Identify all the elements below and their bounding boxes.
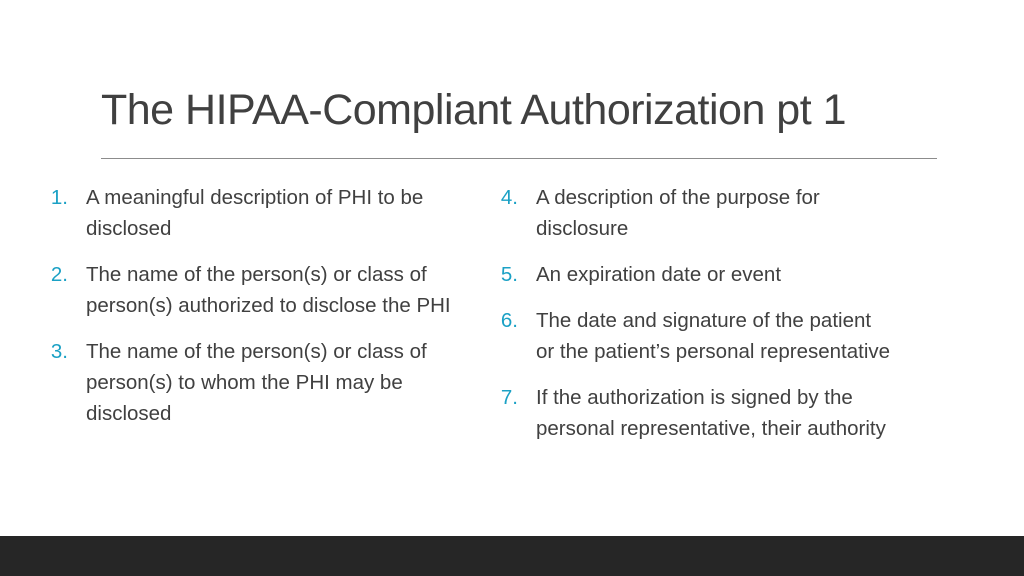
left-numbered-list [40, 182, 500, 444]
list-item-text: An expiration date or event [536, 263, 782, 286]
list-item-4 [490, 182, 970, 244]
list-item-2 [40, 259, 500, 321]
right-numbered-list [490, 182, 970, 459]
list-item-text: If the authorization is signed by the personal representative, their authority [536, 386, 886, 440]
list-item-6 [490, 305, 970, 367]
list-number: 1. [50, 186, 68, 209]
list-item-text: A meaningful description of PHI to be disclosed [86, 186, 424, 240]
title-divider [101, 158, 937, 159]
list-item-text: The name of the person(s) or class of person(s) to whom the PHI may be disclosed [86, 340, 427, 425]
list-number: 4. [500, 186, 518, 209]
list-item-text: A description of the purpose for disclosure [536, 186, 820, 240]
list-item-7 [490, 382, 970, 444]
list-number: 2. [50, 263, 68, 286]
list-item-5 [490, 259, 970, 290]
slide-title: The HIPAA-Compliant Authorization pt 1 [101, 86, 847, 134]
list-number: 7. [500, 386, 518, 409]
list-item-text: The date and signature of the patient or the patient’s personal representative [536, 309, 891, 363]
list-item-1 [40, 182, 500, 244]
list-number: 6. [500, 309, 518, 332]
list-number: 3. [50, 340, 68, 363]
footer-bar [0, 536, 1024, 576]
list-item-3 [40, 336, 500, 429]
list-item-text: The name of the person(s) or class of person(s) authorized to disclose the PHI [86, 263, 451, 317]
list-number: 5. [500, 263, 518, 286]
